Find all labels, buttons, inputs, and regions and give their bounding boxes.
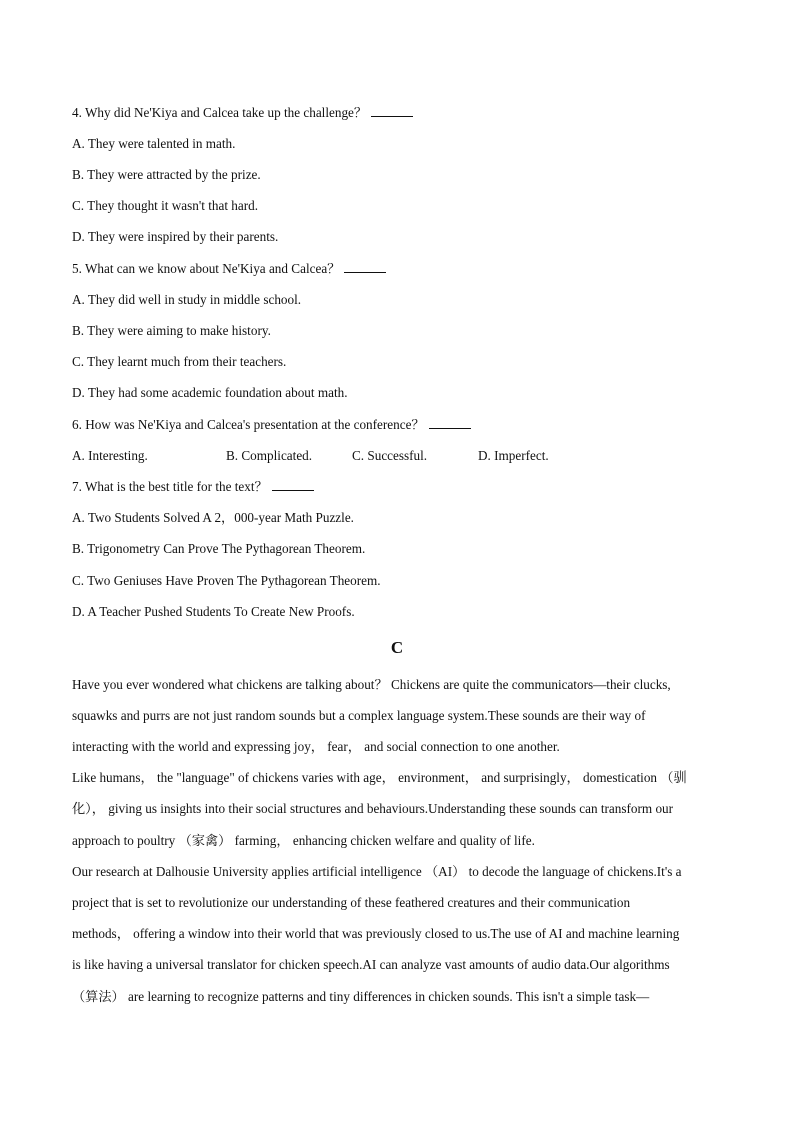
- passage-line: 化）， giving us insights into their social structures and behaviours.Understanding these sounds can transform our: [72, 801, 674, 816]
- question-5-option-d: D. They had some academic foundation about math.: [72, 385, 348, 400]
- passage-line: squawks and purrs are not just random sounds but a complex language system.These sounds are their way of: [72, 708, 646, 723]
- question-text: 5. What can we know about Ne'Kiya and Calcea？: [72, 261, 341, 276]
- section-heading: C: [390, 638, 404, 657]
- question-4-option-d: D. They were inspired by their parents.: [72, 229, 279, 244]
- passage-line: is like having a universal translator for chicken speech.AI can analyze vast amounts of audio data.Our algorithms: [72, 957, 670, 972]
- passage-line: Have you ever wondered what chickens are talking about？ Chickens are quite the communicators—their clucks,: [72, 677, 671, 692]
- question-5-option-c: C. They learnt much from their teachers.: [72, 354, 287, 369]
- question-4-option-c: C. They thought it wasn't that hard.: [72, 198, 259, 213]
- passage-c: [72, 0, 722, 1123]
- question-5-option-b: B. They were aiming to make history.: [72, 323, 271, 338]
- question-7-option-c: C. Two Geniuses Have Proven The Pythagorean Theorem.: [72, 573, 381, 588]
- passage-line: project that is set to revolutionize our understanding of these feathered creatures and their communication: [72, 895, 631, 910]
- question-text: 6. How was Ne'Kiya and Calcea's presentation at the conference？: [72, 417, 425, 432]
- question-6-option-b: B. Complicated.: [226, 448, 313, 463]
- question-5-option-a: A. They did well in study in middle school.: [72, 292, 302, 307]
- passage-line: Our research at Dalhousie University applies artificial intelligence （AI） to decode the language of chickens.It's a: [72, 864, 682, 879]
- question-4-option-b: B. They were attracted by the prize.: [72, 167, 261, 182]
- passage-line: approach to poultry （家禽） farming， enhancing chicken welfare and quality of life.: [72, 833, 535, 848]
- question-text: 4. Why did Ne'Kiya and Calcea take up the challenge？: [72, 105, 368, 120]
- question-6-option-d: D. Imperfect.: [478, 448, 549, 463]
- question-6-option-c: C. Successful.: [352, 448, 428, 463]
- passage-line: methods， offering a window into their world that was previously closed to us.The use of AI and machine learning: [72, 926, 680, 941]
- passage-line: interacting with the world and expressing joy， fear， and social connection to one another.: [72, 739, 560, 754]
- question-7-option-d: D. A Teacher Pushed Students To Create New Proofs.: [72, 604, 355, 619]
- question-7-option-b: B. Trigonometry Can Prove The Pythagorean Theorem.: [72, 541, 366, 556]
- passage-line: （算法） are learning to recognize patterns and tiny differences in chicken sounds. This isn't a simple task—: [72, 989, 650, 1004]
- passage-line: Like humans， the "language" of chickens varies with age， environment， and surprisingly， domestication （驯: [72, 770, 687, 785]
- question-7-option-a: A. Two Students Solved A 2，000-year Math Puzzle.: [72, 510, 354, 525]
- question-6-option-a: A. Interesting.: [72, 448, 148, 463]
- question-text: 7. What is the best title for the text？: [72, 479, 268, 494]
- question-4-option-a: A. They were talented in math.: [72, 136, 236, 151]
